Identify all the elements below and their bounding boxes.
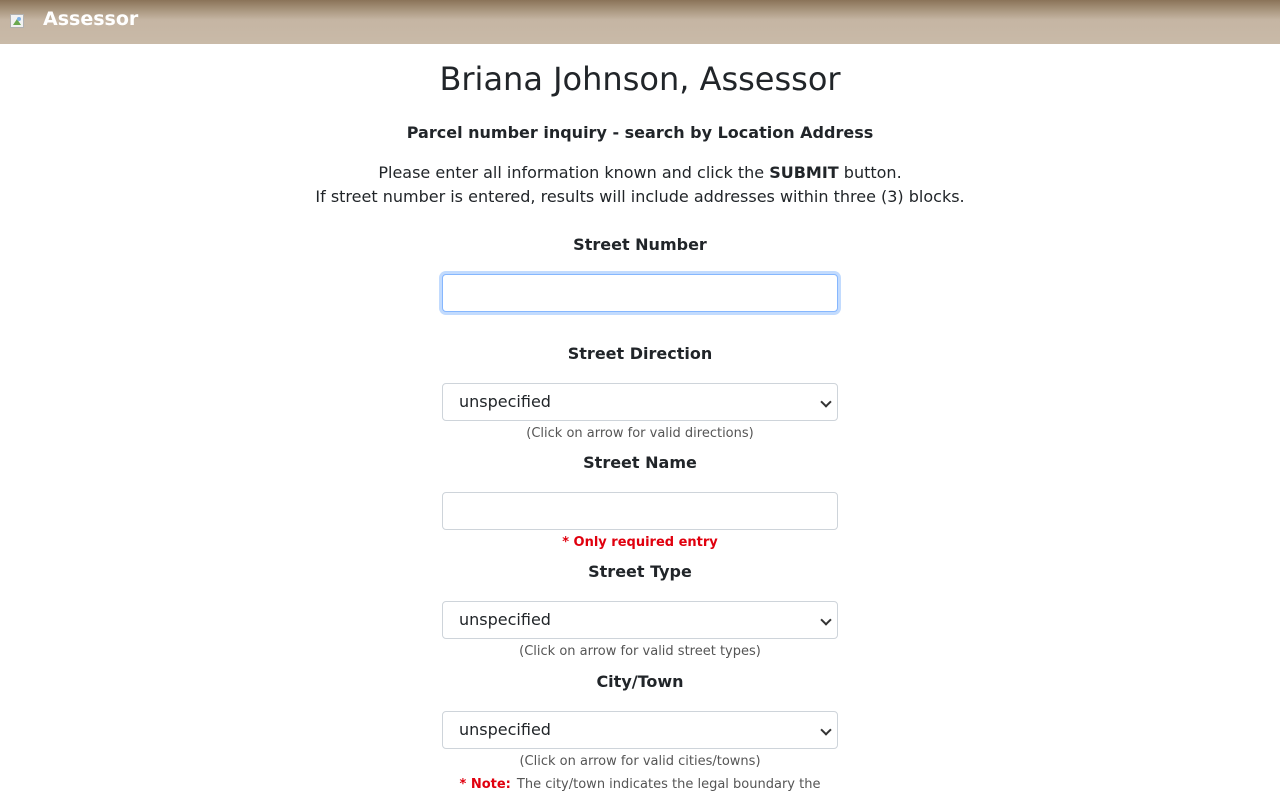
instruction-line-2: If street number is entered, results will include addresses within three (3) blocks.: [315, 187, 965, 206]
chevron-down-icon: [820, 614, 831, 625]
page-subtitle: Parcel number inquiry - search by Location Address: [406, 123, 874, 142]
required-entry-note: * Only required entry: [562, 535, 718, 550]
chevron-down-icon: [820, 724, 831, 735]
instruction-submit-word: SUBMIT: [769, 163, 839, 182]
city-town-select[interactable]: [442, 711, 838, 749]
page-title: Briana Johnson, Assessor: [439, 60, 841, 98]
instruction-line-1: [0, 163, 1280, 183]
street-name-label: Street Name: [583, 453, 697, 472]
brand-link[interactable]: Assessor: [43, 8, 139, 30]
city-town-note: [0, 777, 1280, 793]
street-type-label: Street Type: [588, 562, 692, 581]
street-name-input[interactable]: [442, 492, 838, 530]
street-type-hint: (Click on arrow for valid street types): [519, 644, 761, 659]
street-direction-label: Street Direction: [567, 344, 713, 363]
city-town-hint: (Click on arrow for valid cities/towns): [519, 754, 761, 769]
street-number-label: Street Number: [573, 235, 707, 254]
street-direction-hint: (Click on arrow for valid directions): [526, 426, 754, 441]
chevron-down-icon: [820, 396, 831, 407]
logo-image-icon: [10, 14, 24, 28]
city-town-selected: unspecified: [459, 720, 551, 739]
street-type-selected: unspecified: [459, 610, 551, 629]
street-number-input[interactable]: [442, 274, 838, 312]
header-bar: [0, 0, 1280, 44]
street-type-select[interactable]: [442, 601, 838, 639]
instruction-suffix: button.: [838, 163, 902, 182]
city-town-label: City/Town: [596, 672, 684, 691]
instruction-prefix: Please enter all information known and click the: [378, 163, 770, 182]
note-text: The city/town indicates the legal boundary the: [516, 777, 821, 792]
note-label: * Note:: [459, 777, 511, 792]
street-direction-select[interactable]: [442, 383, 838, 421]
street-direction-selected: unspecified: [459, 392, 551, 411]
